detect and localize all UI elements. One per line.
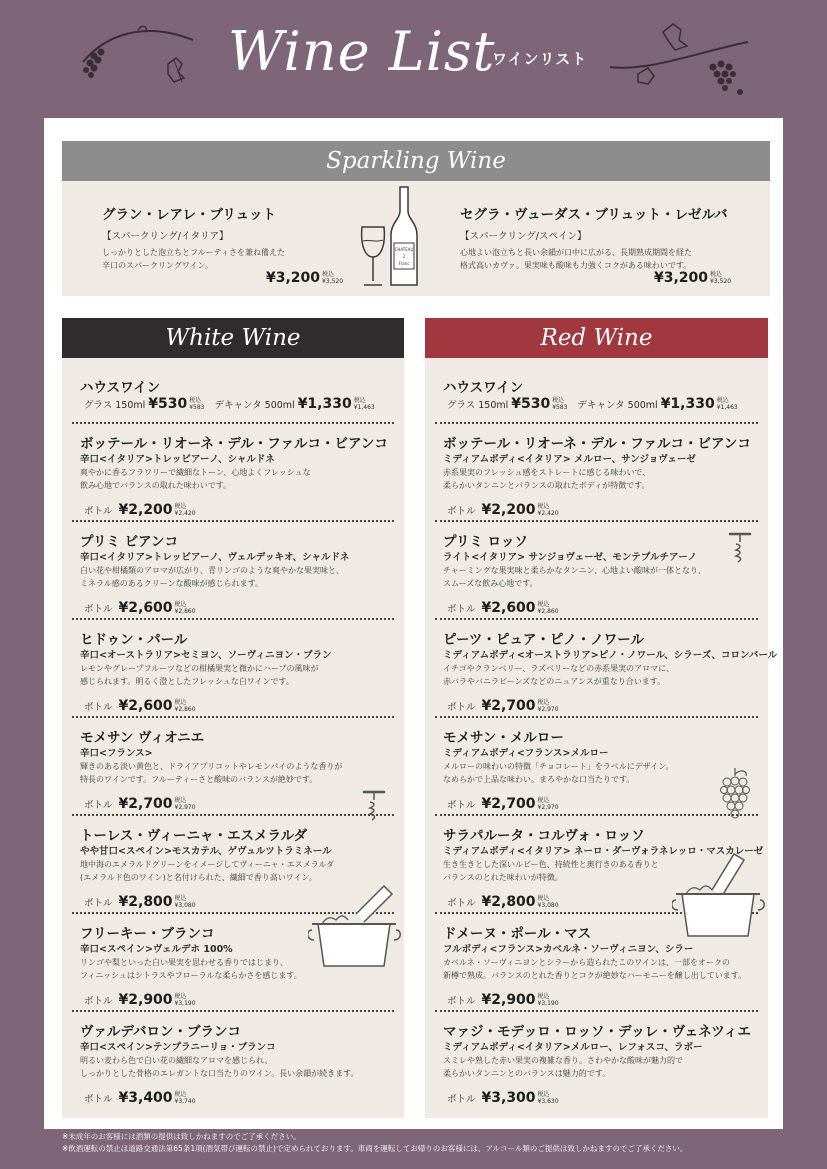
wine-name: マァジ・モデッロ・ロッソ・デッレ・ヴェネツィエ: [443, 1024, 751, 1040]
entry-divider: [72, 520, 394, 522]
wine-description: 生き生きとした深いルビー色、持続性と奥行きのある香りと バランスのとれた味わいが特徴。: [443, 860, 659, 882]
page-subtitle: ワインリスト: [492, 50, 588, 68]
wine-name: モメサン・メルロー: [443, 730, 564, 746]
wine-type: 辛口<オーストラリア>セミヨン、ソーヴィニヨン・ブラン: [80, 650, 332, 661]
house-wine-prices: グラス 150ml ¥530 税込 ¥583 デキャンタ 500ml ¥1,330 税込 ¥1,463: [84, 396, 375, 412]
wine-description: 爽やかに香るフラワリーで繊細なトーン、心地よくフレッシュな 飲み心地でバランスの取れた味わいです。: [80, 468, 311, 490]
svg-text:Franc: Franc: [398, 261, 410, 266]
wine-description: リンゴや梨といった白い果実を思わせる香りではじまり、 フィニッシュはシトラスやフローラルな柔らかさを感じます。: [80, 958, 302, 980]
wine-name: モメサン ヴィオニエ: [80, 730, 205, 746]
entry-divider: [435, 1010, 758, 1012]
wine-type: 辛口<フランス>: [80, 748, 153, 759]
wine-description: 地中海のエメラルドグリーンをイメージしてヴィーニャ・エスメラルダ (エメラルド色のワイン)と名付けられた、繊細で香り高いワイン。: [80, 860, 335, 882]
wine-name: ピーツ・ピュア・ピノ・ノワール: [443, 632, 645, 648]
wine-price: ボトル ¥2,800 税込 ¥3,080: [84, 894, 196, 910]
wine-price: ボトル ¥2,900 税込 ¥3,190: [447, 992, 559, 1008]
sparkling-item: [460, 203, 728, 272]
entry-divider: [435, 520, 758, 522]
grape-vine-icon: [608, 12, 758, 107]
wine-bucket-icon: [672, 850, 768, 940]
wine-type: 辛口<イタリア>トレッビアーノ、シャルドネ: [80, 454, 275, 465]
wine-description: 明るい麦わら色で白い花の繊細なアロマを感じられ、 しっかりとした骨格のエレガントな口当たりのワイン。長い余韻が続きます。: [80, 1056, 359, 1078]
entry-divider: [435, 814, 758, 816]
wine-price: ボトル ¥2,200 税込 ¥2,420: [447, 502, 559, 518]
house-wine-prices: グラス 150ml ¥530 税込 ¥583 デキャンタ 500ml ¥1,330 税込 ¥1,463: [447, 396, 738, 412]
white-wine-heading: White Wine: [62, 318, 404, 358]
grape-vine-icon: [78, 22, 198, 102]
wine-name: ボッテール・リオーネ・デル・ファルコ・ビアンコ: [443, 436, 751, 452]
sparkling-item: [102, 203, 285, 272]
wine-name: サラパルータ・コルヴォ・ロッソ: [443, 828, 645, 844]
grape-bunch-icon: [718, 766, 752, 826]
wine-price: ボトル ¥2,600 税込 ¥2,860: [447, 600, 559, 616]
wine-type: ミディアムボディ<オーストラリア>ピノ・ノワール、シラーズ、コロンバール: [443, 650, 778, 661]
wine-description: メルローの味わいの特徴「チョコレート」をラベルにデザイン。 なめらかで上品な味わい。まろやかな口当たりです。: [443, 762, 674, 784]
wine-name: フリーキー・ブランコ: [80, 926, 215, 942]
entry-divider: [72, 422, 394, 424]
entry-divider: [72, 716, 394, 718]
wine-bottle-icon: [388, 185, 420, 289]
wine-type: ミディアムボディ<イタリア> メルロー、サンジョヴェーゼ: [443, 454, 696, 465]
wine-type: ミディアムボディ<フランス>メルロー: [443, 748, 609, 759]
footer-notes: [62, 1131, 802, 1155]
wine-price: ¥3,200 税込 ¥3,520: [654, 270, 732, 286]
wine-type: やや甘口<スペイン>モスカテル、ゲヴュルツトラミネール: [80, 846, 332, 857]
header: [0, 0, 827, 118]
wine-name: グラン・レアレ・ブリュット: [102, 207, 277, 223]
wine-type: 辛口<イタリア>トレッビアーノ、ヴェルデッキオ、シャルドネ: [80, 552, 350, 563]
wine-type: 【スパークリング/スペイン】: [460, 231, 587, 242]
wine-name: ボッテール・リオーネ・デル・ファルコ・ビアンコ: [80, 436, 388, 452]
note-line: ※飲酒運転の禁止は道路交通法第65条1項(酒気帯び運転の禁止)で定められております。車両を運転してお帰りのお客様には、アルコール類のご提供は致しかねますのでご了承ください。: [62, 1144, 688, 1153]
white-wine-panel: [62, 358, 404, 1118]
entry-divider: [72, 618, 394, 620]
corkscrew-icon: [728, 528, 752, 570]
entry-divider: [435, 422, 758, 424]
wine-type: 辛口<スペイン>テンプラニーリョ・ブランコ: [80, 1042, 276, 1053]
wine-type: 【スパークリング/イタリア】: [102, 231, 229, 242]
wine-name: ヒドゥン・パール: [80, 632, 188, 648]
wine-description: カベルネ・ソーヴィニヨンとシラーから造られたこのワインは、一部をオークの 新樽で熟成。バランスのとれた香りとコクが絶妙なハーモニーを醸し出しています。: [443, 958, 747, 980]
wine-description: しっかりとした泡立ちとフルーティさを兼ね備えた 辛口のスパークリングワイン。: [102, 248, 286, 270]
wine-price: ボトル ¥2,600 税込 ¥2,860: [84, 698, 196, 714]
sparkling-panel: [62, 181, 770, 296]
red-wine-heading: Red Wine: [425, 318, 768, 358]
wine-description: レモンやグレープフルーツなどの柑橘果実と微かにハーブの風味が 感じられます。明るく澄としたフレッシュな白ワインです。: [80, 664, 319, 686]
wine-name: ドメーヌ・ポール・マス: [443, 926, 592, 942]
wine-price: ボトル ¥2,900 税込 ¥3,190: [84, 992, 196, 1008]
wine-description: チャーミングな果実味と柔らかなタンニン、心地よい酸味が一体となり、 スムーズな飲み心地です。: [443, 566, 706, 588]
entry-divider: [72, 814, 394, 816]
wine-type: 辛口<スペイン>ヴェルデホ 100%: [80, 944, 233, 955]
wine-price: ボトル ¥3,300 税込 ¥3,630: [447, 1090, 559, 1106]
wine-type: ライト<イタリア> サンジョヴェーゼ、モンテプルチアーノ: [443, 552, 698, 563]
wine-type: ミディアムボディ<イタリア> ネーロ・ダーヴォラネレッロ・マスカレーゼ: [443, 846, 764, 857]
wine-name: ハウスワイン: [80, 380, 161, 396]
wine-bucket-icon: [308, 884, 404, 970]
wine-name: プリミ ロッソ: [443, 534, 528, 550]
wine-price: ボトル ¥2,700 税込 ¥2,970: [447, 796, 559, 812]
wine-description: イチゴやクランベリー、ラズベリーなどの赤系果実のアロマに、 赤バラやバニラビーンズなどのニュアンスが重なり合います。: [443, 664, 675, 686]
entry-divider: [435, 716, 758, 718]
wine-name: ハウスワイン: [443, 380, 524, 396]
wine-glass-icon: [358, 223, 388, 289]
red-wine-panel: [425, 358, 778, 1118]
svg-text:2: 2: [402, 254, 406, 259]
corkscrew-icon: [362, 786, 388, 826]
wine-description: 白い花や柑橘類のアロマが広がり、青リンゴのような爽やかな果実味と、 ミネラル感のあるクリーンな酸味が感じられます。: [80, 566, 344, 588]
wine-description: スミレや熟した赤い果実の複雑な香り。さわやかな酸味が魅力的で 柔らかいタンニンとのバランスは魅力的です。: [443, 1056, 683, 1078]
wine-name: セグラ・ヴューダス・ブリュット・レゼルバ: [460, 207, 728, 223]
sparkling-heading: Sparkling Wine: [62, 141, 770, 181]
wine-name: プリミ ビアンコ: [80, 534, 179, 550]
wine-price: ボトル ¥2,700 税込 ¥2,970: [84, 796, 196, 812]
wine-type: ミディアムボディ<イタリア>メルロー、レフォスコ、ラボー: [443, 1042, 703, 1053]
page-title: Wine List: [228, 20, 496, 83]
wine-price: ボトル ¥2,800 税込 ¥3,080: [447, 894, 559, 910]
wine-description: 心地よい泡立ちと長い余韻が口中に広がる、長期熟成期間を経た 格式高いカヴァ。果実味も酸味も力強くコクがある味わいです。: [460, 248, 692, 270]
entry-divider: [435, 618, 758, 620]
wine-price: ボトル ¥3,400 税込 ¥3,740: [84, 1090, 196, 1106]
entry-divider: [72, 1010, 394, 1012]
wine-name: トーレス・ヴィーニャ・エスメラルダ: [80, 828, 308, 844]
wine-description: 赤系果実のフレッシュ感をストレートに感じる味わいで、 柔らかいタンニンとバランスの取れたボディが特徴です。: [443, 468, 651, 490]
svg-text:CHATEAU: CHATEAU: [394, 247, 414, 252]
wine-price: ボトル ¥2,600 税込 ¥2,860: [84, 600, 196, 616]
wine-type: フルボディ<フランス>カベルネ・ソーヴィニヨン、シラー: [443, 944, 694, 955]
wine-name: ヴァルデバロン・ブランコ: [80, 1024, 242, 1040]
note-line: ※未成年のお客様には酒類の提供は致しかねますのでご了承ください。: [62, 1132, 301, 1141]
wine-price: ボトル ¥2,700 税込 ¥2,970: [447, 698, 559, 714]
wine-price: ボトル ¥2,200 税込 ¥2,420: [84, 502, 196, 518]
wine-price: ¥3,200 税込 ¥3,520: [266, 270, 344, 286]
wine-description: 輝きのある淡い黄色と、ドライアプリコットやレモンパイのような香りが 特長のワインです。フルーティーさと酸味のバランスが絶妙です。: [80, 762, 343, 784]
